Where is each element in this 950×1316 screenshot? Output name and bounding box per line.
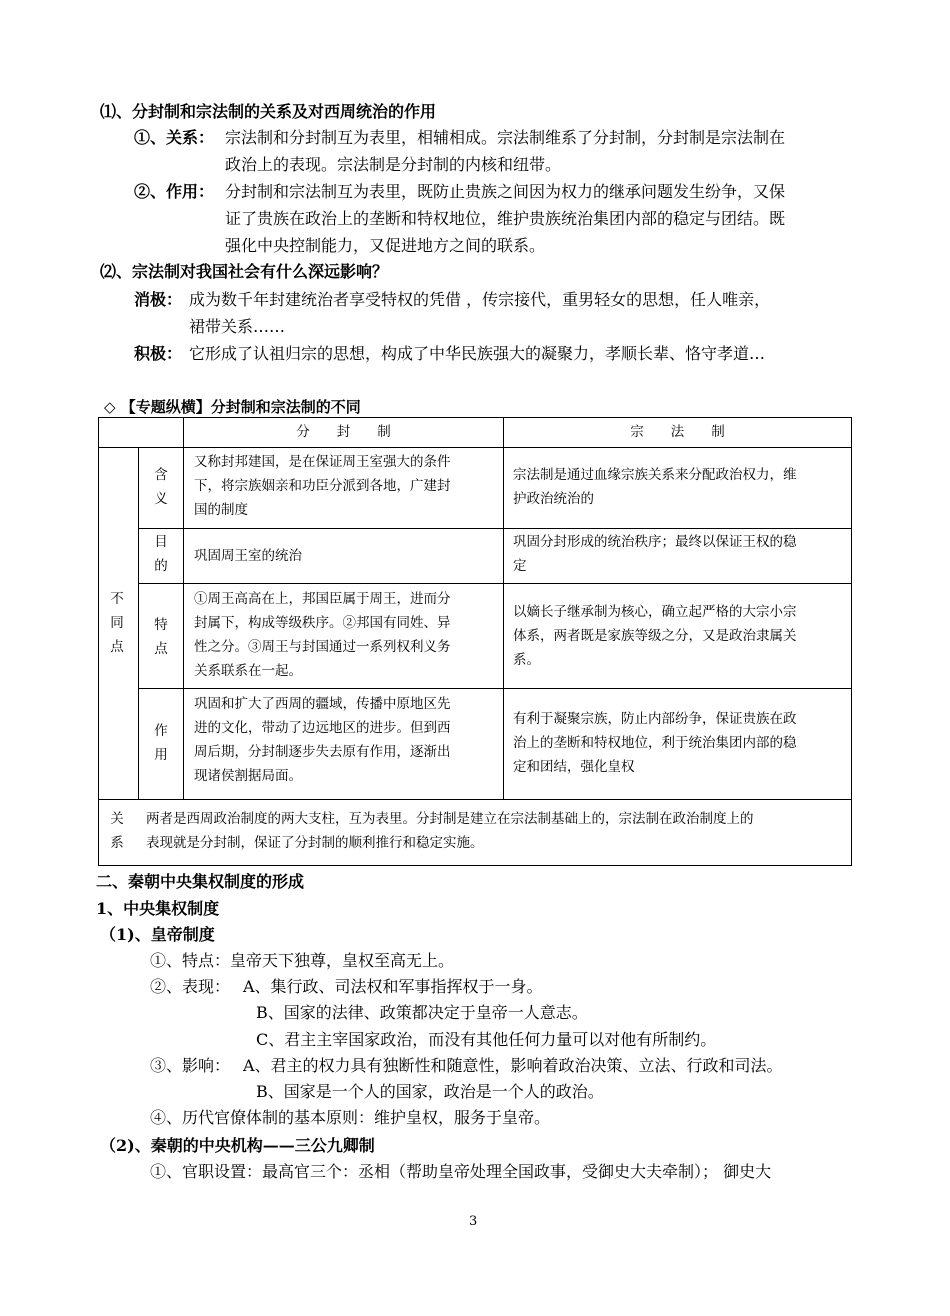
- emperor-trait: ①、特点：皇帝天下独尊，皇权至高无上。: [150, 951, 455, 970]
- question-2-title: ⑵、宗法制对我国社会有什么深远影响？: [100, 262, 389, 281]
- relation-line-2: 政治上的表现。宗法制是分封制的内核和纽带。: [225, 155, 562, 174]
- fengjian-column-header: 分 封 制: [296, 424, 391, 440]
- effect-fengjian: 巩固和扩大了西周的疆域，传播中原地区先 进的文化，带动了边远地区的进步。但到西 周后期，分封制逐步失去原有作用，逐渐出 现诸侯割据局面。: [194, 696, 451, 784]
- expression-label: ②、表现：: [150, 977, 231, 996]
- zongfa-column-header: 宗 法 制: [630, 424, 725, 440]
- effect-line-2: 证了贵族在政治上的垄断和特权地位，维护贵族统治集团内部的稳定与团结。既: [225, 209, 786, 228]
- differences-group-label: 不 同 点: [110, 591, 124, 655]
- question-1-title: ⑴、分封制和宗法制的关系及对西周统治的作用: [100, 102, 437, 121]
- feature-fengjian: ①周王高高在上，邦国臣属于周王，进而分 封属下，构成等级秩序。②邦国有同姓、异 性之分。③周王与封国通过一系列权利义务 关系联系在一起。: [194, 591, 451, 679]
- negative-line-2: 裙带关系……: [189, 317, 286, 336]
- negative-label: 消极：: [134, 290, 183, 309]
- expression-item-a: A、集行政、司法权和军事指挥权于一身。: [243, 977, 543, 996]
- effect-label: ②、作用：: [134, 182, 215, 201]
- row-label-purpose: 目 的: [154, 534, 168, 574]
- meaning-zongfa: 宗法制是通过血缘宗族关系来分配政治权力，维 护政治统治的: [513, 467, 797, 507]
- emperor-system-title: （1)、皇帝制度: [100, 925, 215, 944]
- feature-zongfa: 以嫡长子继承制为核心，确立起严格的大宗小宗 体系，两者既是家族等级之分，又是政治隶属关 系。: [513, 604, 797, 668]
- officials-setup: ①、官职设置：最高官三个：丞相（帮助皇帝处理全国政事，受御史大夫牵制）； 御史大: [150, 1162, 772, 1181]
- relation-label: ①、关系：: [134, 128, 215, 147]
- purpose-fengjian: 巩固周王室的统治: [194, 548, 302, 564]
- row-label-effect: 作 用: [154, 723, 168, 763]
- effect-zongfa: 有利于凝聚宗族，防止内部纷争，保证贵族在政 治上的垄断和特权地位，利于统治集团内部的稳 定和团结，强化皇权: [513, 711, 797, 775]
- influence-item-a: A、君主的权力具有独断性和随意性，影响着政治决策、立法、行政和司法。: [243, 1056, 783, 1075]
- topic-heading: ◇ 【专题纵横】分封制和宗法制的不同: [104, 398, 361, 416]
- row-label-meaning: 含 义: [154, 467, 168, 507]
- relation-line-1: 宗法制和分封制互为表里，相辅相成。宗法制维系了分封制，分封制是宗法制在: [225, 128, 786, 147]
- row-label-feature: 特 点: [154, 617, 168, 657]
- comparison-table: [98, 417, 852, 866]
- effect-line-3: 强化中央控制能力，又促进地方之间的联系。: [225, 236, 546, 255]
- purpose-zongfa: 巩固分封形成的统治秩序；最终以保证王权的稳 定: [513, 534, 797, 574]
- bureaucracy-principle: ④、历代官僚体制的基本原则：维护皇权，服务于皇帝。: [150, 1108, 551, 1127]
- expression-item-c: C、君主主宰国家政治，而没有其他任何力量可以对他有所制约。: [256, 1030, 717, 1049]
- central-organization-title: （2)、秦朝的中央机构——三公九卿制: [100, 1136, 375, 1155]
- effect-line-1: 分封制和宗法制互为表里，既防止贵族之间因为权力的继承问题发生纷争，又保: [225, 182, 786, 201]
- positive-text: 它形成了认祖归宗的思想，构成了中华民族强大的凝聚力，孝顺长辈、恪守孝道…: [189, 344, 766, 363]
- influence-item-b: B、国家是一个人的国家，政治是一个人的政治。: [256, 1082, 604, 1101]
- subsection-1-title: 1、中央集权制度: [96, 899, 220, 918]
- section-2-title: 二、秦朝中央集权制度的形成: [96, 872, 305, 891]
- negative-line-1: 成为数千年封建统治者享受特权的凭借 ，传宗接代，重男轻女的思想，任人唯亲，: [189, 290, 771, 309]
- row-label-relation: 关 系: [110, 811, 124, 851]
- meaning-fengjian: 又称封邦建国，是在保证周王室强大的条件 下，将宗族姻亲和功臣分派到各地，广建封 国的制度: [194, 454, 451, 518]
- positive-label: 积极：: [134, 344, 183, 363]
- relation-text: 两者是西周政治制度的两大支柱，互为表里。分封制是建立在宗法制基础上的，宗法制在政治制度上的 表现就是分封制，保证了分封制的顺利推行和稳定实施。: [146, 811, 754, 851]
- page-number: 3: [469, 1214, 478, 1229]
- influence-label: ③、影响：: [150, 1056, 231, 1075]
- expression-item-b: B、国家的法律、政策都决定于皇帝一人意志。: [256, 1003, 588, 1022]
